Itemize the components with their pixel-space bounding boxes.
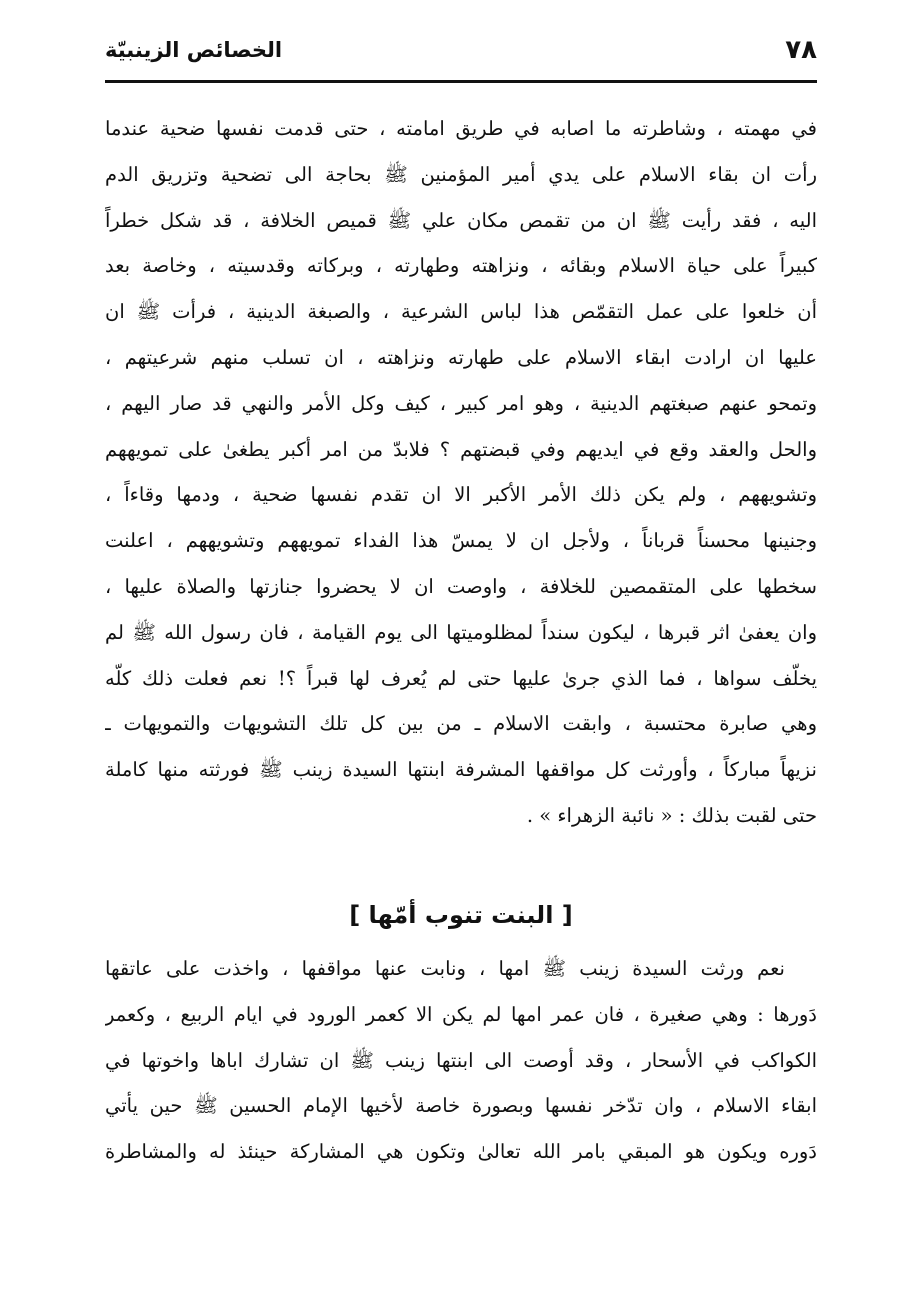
- text-line: وتمحو عنهم صبغتهم الدينية ، وهو امر كبير ، كيف وكل الأمر والنهي قد صار اليهم ،: [105, 391, 817, 415]
- text-line: نعم ورثت السيدة زينب ﷺ امها ، ونابت عنها مواقفها ، واخذت على عاتقها: [105, 957, 785, 980]
- text-line: في مهمته ، وشاطرته ما اصابه في طريق امامته ، حتى قدمت نفسها ضحية عندما: [105, 117, 817, 140]
- text-line: ابقاء الاسلام ، وان تدّخر نفسها وبصورة خاصة لأخيها الإمام الحسين ﷺ حين يأتي: [105, 1094, 817, 1118]
- text-line: أن خلعوا على عمل التقمّص هذا لباس الشرعية ، والصبغة الدينية ، فرأت ﷺ ان: [105, 300, 817, 324]
- text-line: رأت ان بقاء الاسلام على يدي أمير المؤمنين ﷺ بحاجة الى تضحية وتزريق الدم: [105, 162, 817, 186]
- text-line: وان يعفىٰ اثر قبرها ، ليكون سنداً لمظلوميتها الى يوم القيامة ، فان رسول الله ﷺ لم: [105, 620, 817, 644]
- text-line: وجنينها محسناً قرباناً ، ولأجل ان لا يمسّ هذا الفداء تمويههم وتشويههم ، اعلنت: [105, 529, 817, 553]
- text-line: حتى لقبت بذلك : « نائبة الزهراء » .: [526, 803, 817, 827]
- page-header: [105, 28, 817, 83]
- text-line: يخلّف سواها ، فما الذي جرىٰ عليها حتى لم يُعرف لها قبراً ؟! نعم فعلت ذلك كلّه: [105, 666, 817, 690]
- paragraph-2: [105, 946, 817, 1175]
- text-line: عليها ان ارادت ابقاء الاسلام على طهارته ونزاهته ، ان تسلب منهم شرعيتهم ،: [105, 345, 817, 369]
- text-line: دَوره ويكون هو المبقي بامر الله تعالىٰ وتكون هي المشاركة حينئذ له والمشاطرة: [105, 1140, 817, 1164]
- paragraph-1: [105, 106, 817, 839]
- text-line: دَورها : وهي صغيرة ، فان عمر امها لم يكن الا كعمر الورود في ايام الربيع ، وكعمر: [105, 1002, 817, 1026]
- text-line: كبيراً على حياة الاسلام وبقائه ، ونزاهته وطهارته ، وبركاته وقدسيته ، وخاصة بعد: [105, 254, 817, 278]
- section-heading: [ البنت تنوب أمّها ]: [349, 901, 573, 929]
- text-line: وهي صابرة محتسبة ، وابقت الاسلام ـ من بين كل تلك التشويهات والتمويهات ـ: [105, 712, 817, 736]
- text-line: الكواكب في الأسحار ، وقد أوصت الى ابنتها زينب ﷺ ان تشارك اباها واخوتها في: [105, 1048, 817, 1072]
- text-line: سخطها على المتقمصين للخلافة ، واوصت ان لا يحضروا جنازتها والصلاة عليها ،: [105, 574, 817, 598]
- text-line: والحل والعقد وقع في ايديهم وفي قبضتهم ؟ فلابدّ من امر أكبر يطغىٰ على تمويههم: [105, 437, 817, 461]
- running-title: الخصائص الزينبيّة: [105, 38, 283, 62]
- text-line: نزيهاً مباركاً ، وأورثت كل مواقفها المشرفة ابنتها السيدة زينب ﷺ فورثته منها كاملة: [105, 758, 817, 782]
- text-line: وتشويههم ، ولم يكن ذلك الأمر الأكبر الا ان تقدم نفسها ضحية ، ودمها وقاءاً ،: [105, 483, 817, 507]
- page-number: ٧٨: [785, 35, 817, 65]
- text-line: اليه ، فقد رأيت ﷺ ان من تقمص مكان علي ﷺ قميص الخلافة ، قد شكل خطراً: [105, 208, 817, 232]
